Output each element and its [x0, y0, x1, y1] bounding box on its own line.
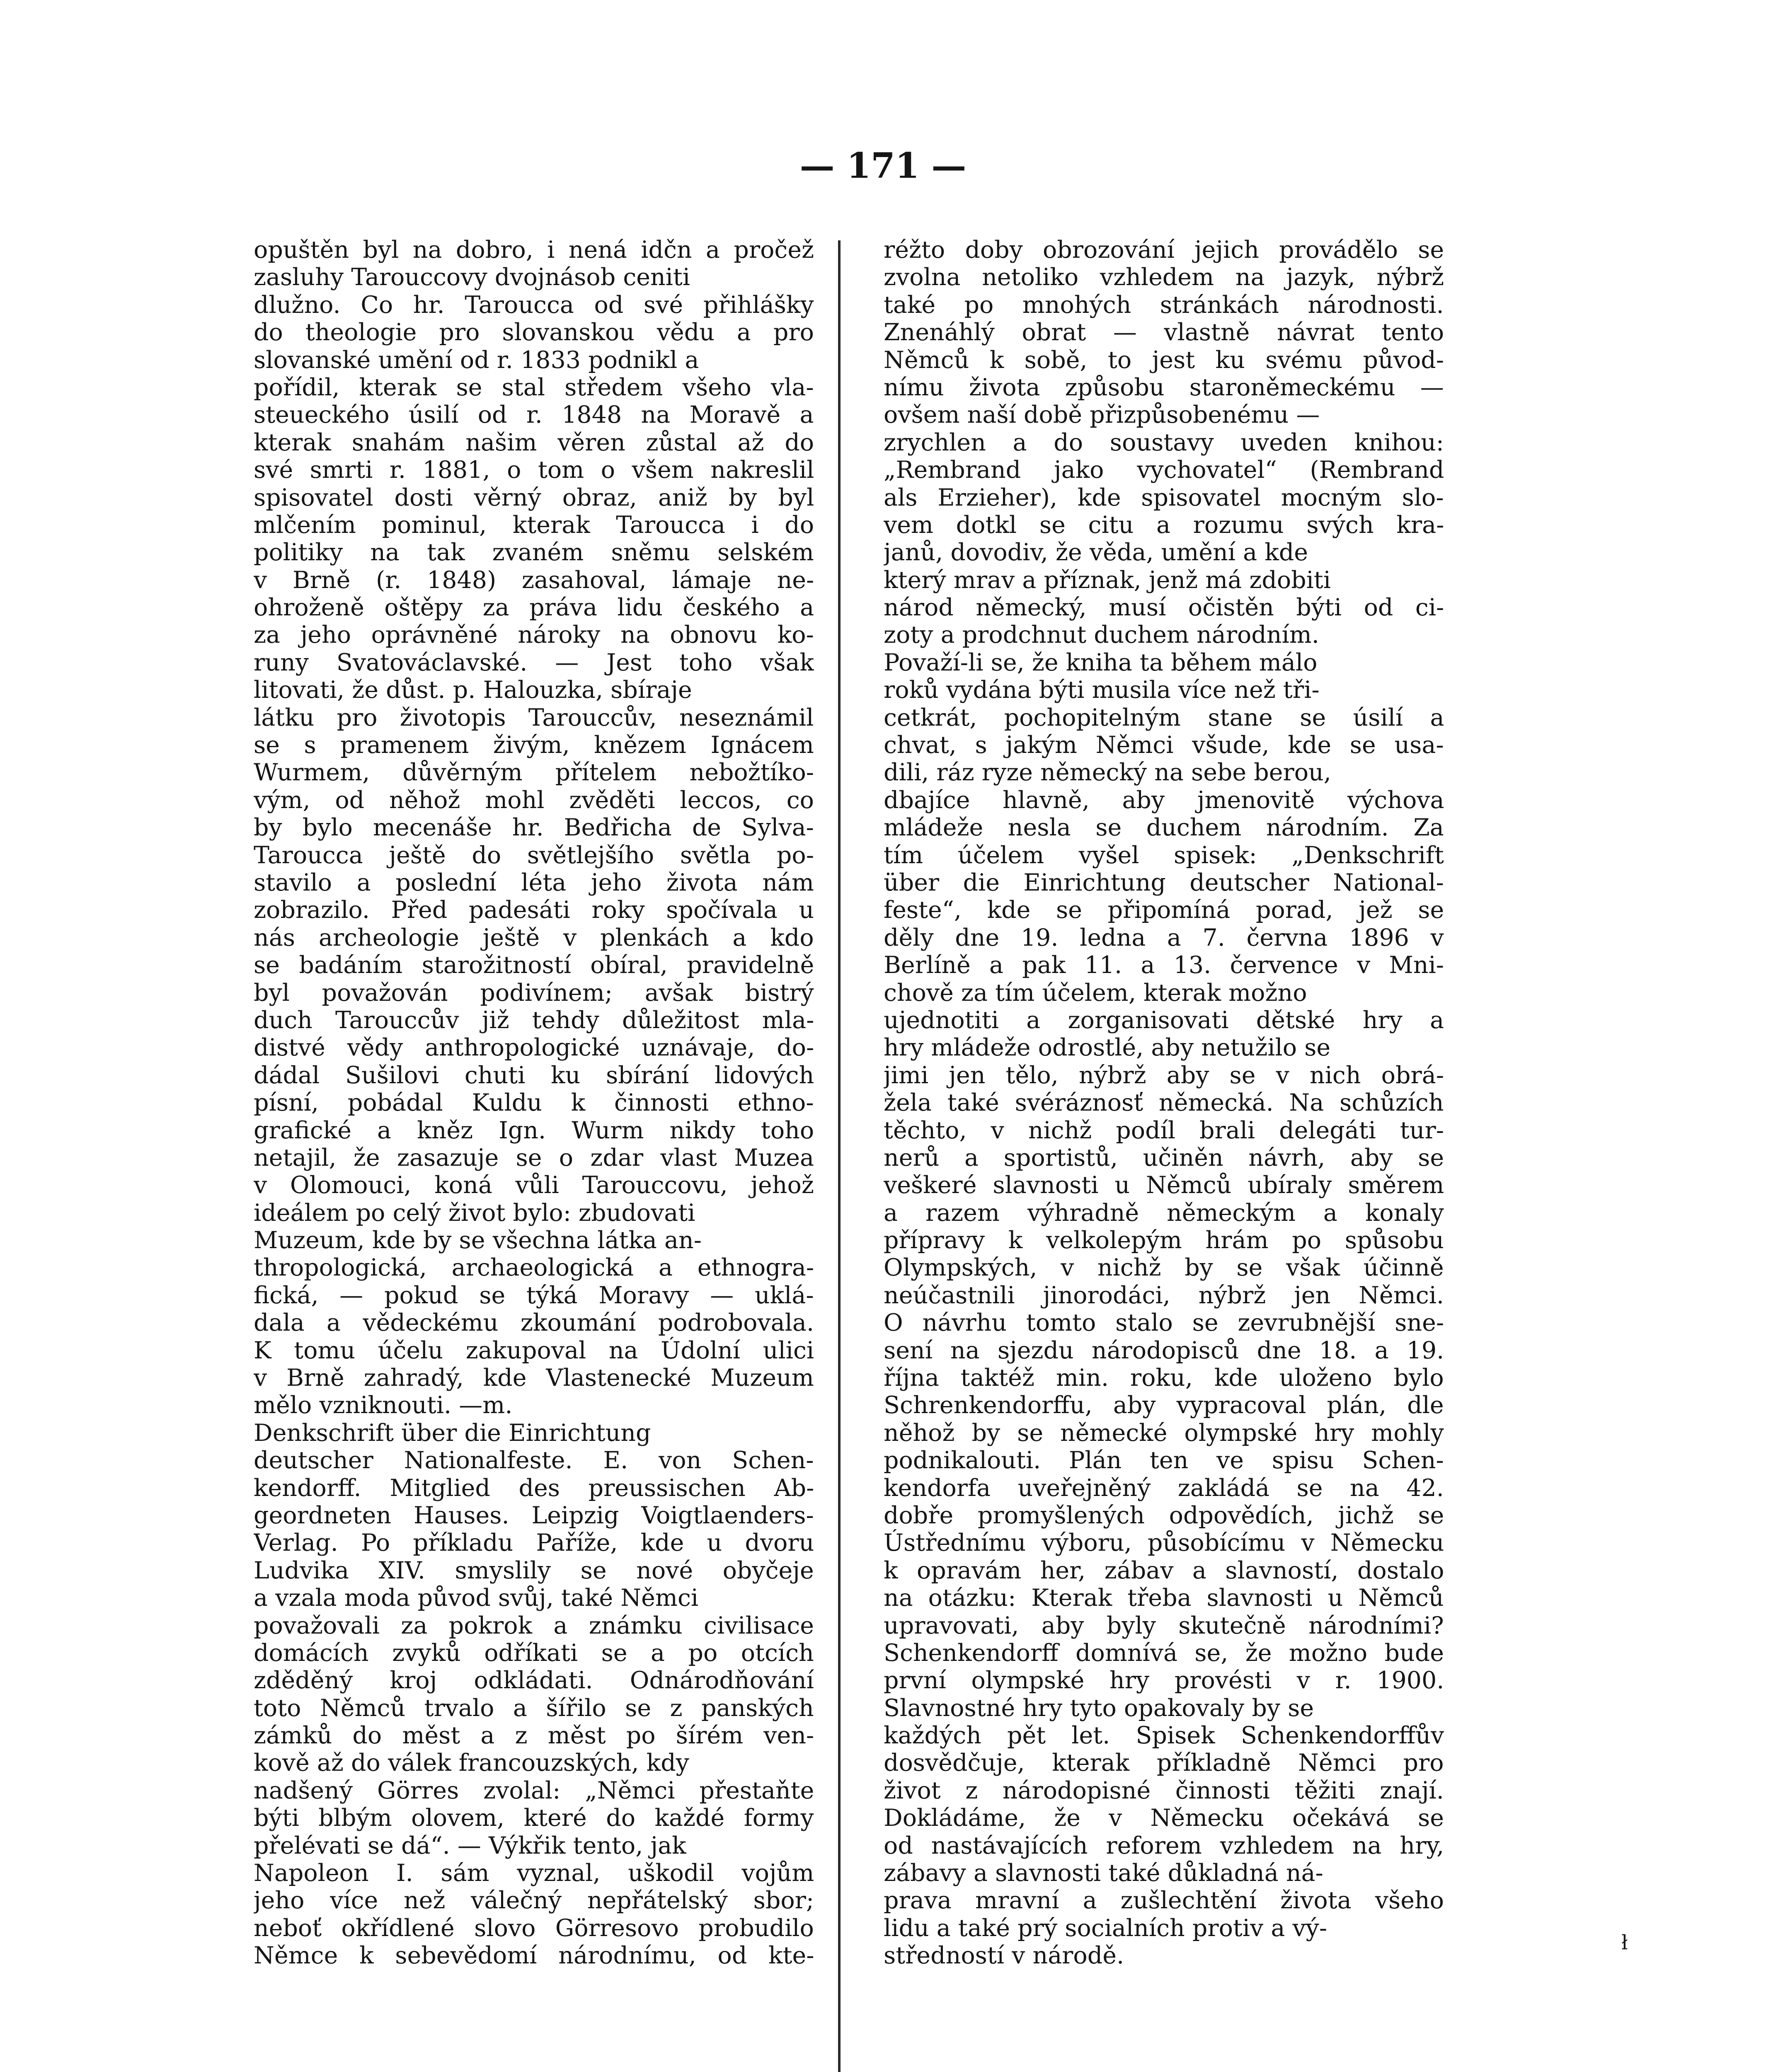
text-line: něhož by se německé olympské hry mohly: [884, 1419, 1444, 1447]
text-line: Znenáhlý obrat — vlastně návrat tento: [884, 319, 1444, 346]
text-line: ovšem naší době přizpůsobenému —: [884, 401, 1320, 429]
text-line: domácích zvyků odříkati se a po otcích: [254, 1639, 814, 1667]
text-line: mládeže nesla se duchem národním. Za: [884, 814, 1444, 842]
text-line: písní, pobádal Kuldu k činnosti ethno-: [254, 1089, 814, 1117]
text-line: roků vydána býti musila více než tři-: [884, 676, 1320, 704]
text-line: tím účelem vyšel spisek: „Denkschrift: [884, 841, 1444, 869]
text-line: Ústřednímu výboru, působícímu v Německu: [884, 1529, 1444, 1557]
text-line: život z národopisné činnosti těžiti znají.: [884, 1777, 1444, 1804]
text-line: se badáním starožitností obíral, pravidelně: [254, 951, 814, 979]
text-line: Denkschrift über die Einrichtung: [254, 1419, 651, 1447]
text-line: neúčastnili jinorodáci, nýbrž jen Němci.: [884, 1281, 1444, 1309]
right-column: [884, 236, 1444, 1970]
text-line: nímu života způsobu staroněmeckému —: [884, 373, 1444, 401]
text-line: geordneten Hauses. Leipzig Voigtlaenders-: [254, 1501, 814, 1529]
text-line: také po mnohých stránkách národnosti.: [884, 291, 1444, 319]
text-line: K tomu účelu zakupoval na Údolní ulici: [254, 1336, 814, 1364]
text-line: středností v národě.: [884, 1942, 1124, 1970]
text-line: sení na sjezdu národopisců dne 18. a 19.: [884, 1336, 1444, 1364]
text-line: Olympských, v nichž by se však účinně: [884, 1254, 1444, 1282]
text-line: spisovatel dosti věrný obraz, aniž by byl: [254, 484, 814, 511]
text-line: každých pět let. Spisek Schenkendorffův: [884, 1722, 1444, 1750]
text-line: kendorff. Mitglied des preussischen Ab-: [254, 1474, 814, 1502]
text-line: přelévati se dá“. — Výkřik tento, jak: [254, 1832, 686, 1859]
text-line: podnikalouti. Plán ten ve spisu Schen-: [884, 1447, 1444, 1474]
text-line: za jeho oprávněné nároky na obnovu ko-: [254, 621, 814, 649]
page-number: — 171 —: [799, 145, 967, 186]
text-line: jeho více než válečný nepřátelský sbor;: [254, 1887, 814, 1915]
text-line: dobře promyšlených odpovědích, jichž se: [884, 1501, 1444, 1529]
text-line: těchto, v nichž podíl brali delegáti tur-: [884, 1116, 1444, 1144]
text-line: nerů a sportistů, učiněn návrh, aby se: [884, 1144, 1444, 1172]
text-line: Dokládáme, že v Německu očekává se: [884, 1804, 1444, 1832]
text-line: zrychlen a do soustavy uveden knihou:: [884, 428, 1444, 456]
text-line: zámků do měst a z měst po šírém ven-: [254, 1722, 814, 1750]
text-line: runy Svatováclavské. — Jest toho však: [254, 649, 814, 676]
text-line: veškeré slavnosti u Němců ubíraly směrem: [884, 1172, 1444, 1199]
text-line: politiky na tak zvaném sněmu selském: [254, 539, 814, 566]
column-divider: [838, 240, 841, 2072]
text-line: Wurmem, důvěrným přítelem nebožtíko-: [254, 759, 814, 787]
text-line: Schrenkendorffu, aby vypracoval plán, dle: [884, 1392, 1444, 1419]
text-line: als Erzieher), kde spisovatel mocným slo-: [884, 484, 1444, 511]
text-line: mělo vzniknouti. —m.: [254, 1392, 513, 1419]
text-line: réžto doby obrozování jejich provádělo se: [884, 236, 1444, 264]
text-line: kterak snahám našim věren zůstal až do: [254, 428, 814, 456]
text-line: mlčením pominul, kterak Taroucca i do: [254, 511, 814, 539]
text-line: jimi jen tělo, nýbrž aby se v nich obrá-: [884, 1061, 1444, 1089]
text-line: k opravám her, zábav a slavností, dostalo: [884, 1556, 1444, 1584]
text-line: Napoleon I. sám vyznal, uškodil vojům: [254, 1859, 814, 1887]
text-line: distvé vědy anthropologické uznávaje, do-: [254, 1034, 814, 1062]
text-line: Němce k sebevědomí národnímu, od kte-: [254, 1942, 814, 1970]
text-line: upravovati, aby byly skutečně národními?: [884, 1612, 1444, 1639]
text-line: v Brně (r. 1848) zasahoval, lámaje ne-: [254, 566, 814, 594]
text-line: ujednotiti a zorganisovati dětské hry a: [884, 1006, 1444, 1034]
text-line: slovanské umění od r. 1833 podnikl a: [254, 346, 699, 374]
text-line: který mrav a příznak, jenž má zdobiti: [884, 566, 1331, 594]
text-line: Taroucca ještě do světlejšího světla po-: [254, 841, 814, 869]
text-line: první olympské hry provésti v r. 1900.: [884, 1667, 1444, 1694]
text-line: Schenkendorff domnívá se, že možno bude: [884, 1639, 1444, 1667]
text-line: O návrhu tomto stalo se zevrubnější sne-: [884, 1309, 1444, 1337]
text-line: vým, od něhož mohl zvěděti leccos, co: [254, 786, 814, 814]
text-line: dlužno. Co hr. Taroucca od své přihlášky: [254, 291, 814, 319]
margin-mark: ł: [1621, 1931, 1628, 1954]
text-line: chvat, s jakým Němci všude, kde se usa-: [884, 731, 1444, 759]
text-line: dala a vědeckému zkoumání podrobovala.: [254, 1309, 814, 1337]
text-line: a razem výhradně německým a konaly: [884, 1199, 1444, 1227]
text-line: zděděný kroj odkládati. Odnárodňování: [254, 1667, 814, 1694]
text-line: vem dotkl se citu a rozumu svých kra-: [884, 511, 1444, 539]
text-line: pořídil, kterak se stal středem všeho vla-: [254, 373, 814, 401]
text-line: über die Einrichtung deutscher National-: [884, 869, 1444, 896]
text-line: své smrti r. 1881, o tom o všem nakreslil: [254, 456, 814, 484]
text-line: a vzala moda původ svůj, také Němci: [254, 1584, 699, 1612]
text-line: Považí-li se, že kniha ta během málo: [884, 649, 1318, 676]
text-line: žela také svéráznosť německá. Na schůzích: [884, 1089, 1444, 1117]
text-line: thropologická, archaeologická a ethnogra-: [254, 1254, 814, 1282]
text-line: zoty a prodchnut duchem národním.: [884, 621, 1319, 649]
text-line: prava mravní a zušlechtění života všeho: [884, 1887, 1444, 1915]
text-line: v Olomouci, koná vůli Tarouccovu, jehož: [254, 1172, 814, 1199]
text-line: nás archeologie ještě v plenkách a kdo: [254, 924, 814, 951]
text-line: fická, — pokud se týká Moravy — uklá-: [254, 1281, 814, 1309]
text-line: ideálem po celý život bylo: zbudovati: [254, 1199, 695, 1227]
text-line: zobrazilo. Před padesáti roky spočívala u: [254, 896, 814, 924]
text-line: Ludvika XIV. smyslily se nové obyčeje: [254, 1556, 814, 1584]
text-line: dbajíce hlavně, aby jmenovitě výchova: [884, 786, 1444, 814]
text-line: deutscher Nationalfeste. E. von Schen-: [254, 1447, 814, 1474]
text-line: Němců k sobě, to jest ku svému původ-: [884, 346, 1444, 374]
text-line: na otázku: Kterak třeba slavnosti u Němců: [884, 1584, 1444, 1612]
text-line: by bylo mecenáše hr. Bedřicha de Sylva-: [254, 814, 814, 842]
text-line: dosvědčuje, kterak příkladně Němci pro: [884, 1749, 1444, 1777]
text-line: od nastávajících reforem vzhledem na hry,: [884, 1832, 1444, 1859]
text-line: hry mládeže odrostlé, aby netužilo se: [884, 1034, 1331, 1062]
text-line: látku pro životopis Tarouccův, neseznámil: [254, 704, 814, 731]
text-line: grafické a kněz Ign. Wurm nikdy toho: [254, 1116, 814, 1144]
text-line: Verlag. Po příkladu Paříže, kde u dvoru: [254, 1529, 814, 1557]
text-line: Berlíně a pak 11. a 13. července v Mni-: [884, 951, 1444, 979]
text-line: lidu a také prý socialních protiv a vý-: [884, 1914, 1328, 1942]
text-line: býti blbým olovem, které do každé formy: [254, 1804, 814, 1832]
text-line: děly dne 19. ledna a 7. června 1896 v: [884, 924, 1444, 951]
left-column: [254, 236, 814, 1970]
text-line: zábavy a slavnosti také důkladná ná-: [884, 1859, 1323, 1887]
text-line: janů, dovodiv, že věda, umění a kde: [884, 539, 1308, 566]
text-line: října taktéž min. roku, kde uloženo bylo: [884, 1364, 1444, 1392]
text-line: přípravy k velkolepým hrám po spůsobu: [884, 1227, 1444, 1254]
text-line: Slavnostné hry tyto opakovaly by se: [884, 1694, 1314, 1722]
text-line: ohroženě oštěpy za práva lidu českého a: [254, 594, 814, 622]
text-line: zasluhy Tarouccovy dvojnásob ceniti: [254, 264, 690, 291]
text-line: „Rembrand jako vychovatel“ (Rembrand: [884, 456, 1444, 484]
text-line: litovati, že důst. p. Halouzka, sbíraje: [254, 676, 692, 704]
text-line: stavilo a poslední léta jeho života nám: [254, 869, 814, 896]
text-line: se s pramenem živým, knězem Ignácem: [254, 731, 814, 759]
text-line: chově za tím účelem, kterak možno: [884, 979, 1307, 1007]
text-line: národ německý, musí očistěn býti od ci-: [884, 594, 1444, 622]
text-line: kendorfa uveřejněný zakládá se na 42.: [884, 1474, 1444, 1502]
text-line: zvolna netoliko vzhledem na jazyk, nýbrž: [884, 264, 1444, 291]
text-line: nadšený Görres zvolal: „Němci přestaňte: [254, 1777, 814, 1804]
text-line: byl považován podivínem; avšak bistrý: [254, 979, 814, 1007]
text-line: netajil, že zasazuje se o zdar vlast Muzea: [254, 1144, 814, 1172]
text-line: neboť okřídlené slovo Görresovo probudilo: [254, 1914, 814, 1942]
text-line: duch Tarouccův již tehdy důležitost mla-: [254, 1006, 814, 1034]
text-line: považovali za pokrok a známku civilisace: [254, 1612, 814, 1639]
text-line: Muzeum, kde by se všechna látka an-: [254, 1227, 702, 1254]
text-line: kově až do válek francouzských, kdy: [254, 1749, 689, 1777]
text-line: do theologie pro slovanskou vědu a pro: [254, 319, 814, 346]
text-line: toto Němců trvalo a šířilo se z panských: [254, 1694, 814, 1722]
text-line: dili, ráz ryze německý na sebe berou,: [884, 759, 1331, 787]
text-line: feste“, kde se připomíná porad, jež se: [884, 896, 1444, 924]
text-line: v Brně zahradý, kde Vlastenecké Muzeum: [254, 1364, 814, 1392]
text-line: cetkrát, pochopitelným stane se úsilí a: [884, 704, 1444, 731]
text-line: steueckého úsilí od r. 1848 na Moravě a: [254, 401, 814, 429]
text-line: dádal Sušilovi chuti ku sbírání lidových: [254, 1061, 814, 1089]
text-line: opuštěn byl na dobro, i nená idčn a pročež: [254, 236, 814, 264]
